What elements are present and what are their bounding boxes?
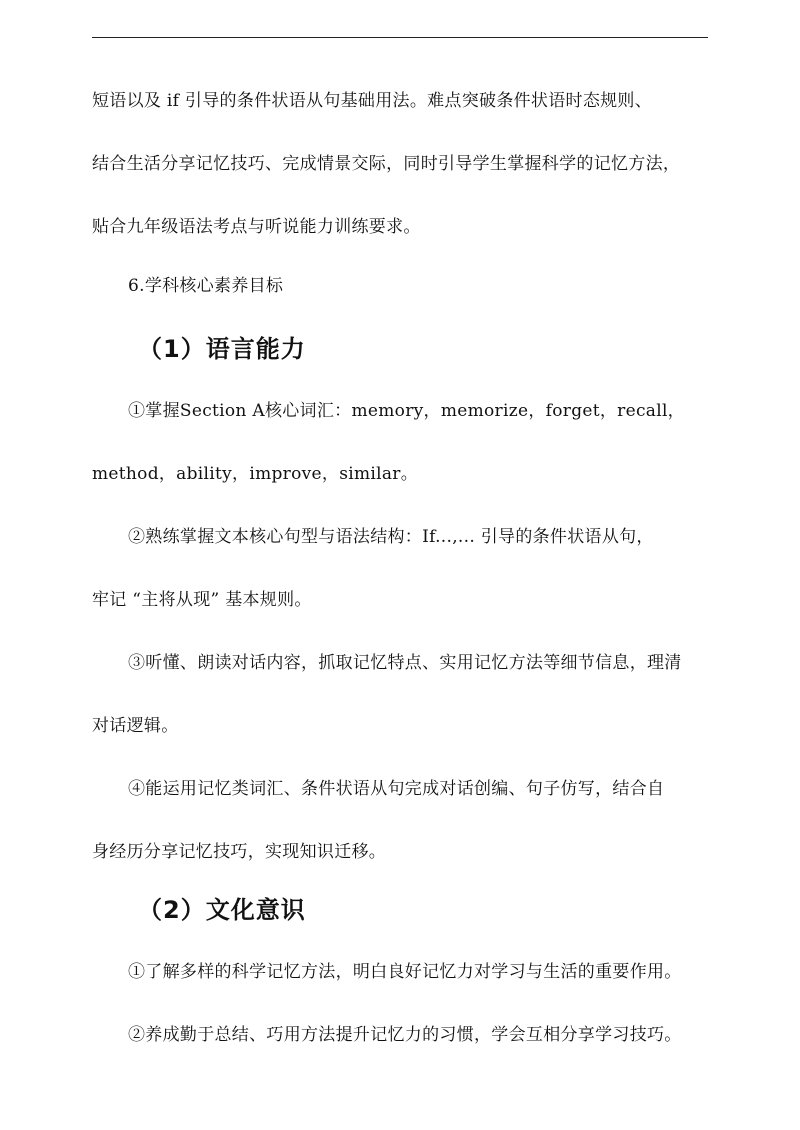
language-item-4-line-2: 身经历分享记忆技巧，实现知识迁移。 (92, 842, 387, 862)
intro-line-2: 结合生活分享记忆技巧、完成情景交际，同时引导学生掌握科学的记忆方法， (92, 154, 681, 174)
language-item-1-line-2: method，ability，improve，similar。 (92, 464, 419, 484)
language-item-1-line-1: ①掌握Section A核心词汇：memory，memorize，forget，recall， (128, 401, 685, 421)
culture-item-1: ①了解多样的科学记忆方法，明白良好记忆力对学习与生活的重要作用。 (128, 962, 682, 982)
section-6-title: 6.学科核心素养目标 (128, 276, 284, 296)
subsection-1-heading: （1）语言能力 (138, 335, 306, 363)
language-item-2-line-2: 牢记 “主将从现” 基本规则。 (92, 590, 312, 610)
language-item-4-line-1: ④能运用记忆类词汇、条件状语从句完成对话创编、句子仿写，结合自 (128, 779, 665, 799)
language-item-3-line-2: 对话逻辑。 (92, 716, 179, 736)
culture-item-2: ②养成勤于总结、巧用方法提升记忆力的习惯，学会互相分享学习技巧。 (128, 1025, 682, 1045)
subsection-2-heading: （2）文化意识 (138, 896, 306, 924)
intro-line-3: 贴合九年级语法考点与听说能力训练要求。 (92, 217, 421, 237)
language-item-2-line-1: ②熟练掌握文本核心句型与语法结构：If...,... 引导的条件状语从句， (128, 527, 654, 547)
language-item-3-line-1: ③听懂、朗读对话内容，抓取记忆特点、实用记忆方法等细节信息，理清 (128, 653, 682, 673)
intro-line-1: 短语以及 if 引导的条件状语从句基础用法。难点突破条件状语时态规则、 (92, 91, 653, 111)
header-rule (92, 37, 708, 38)
